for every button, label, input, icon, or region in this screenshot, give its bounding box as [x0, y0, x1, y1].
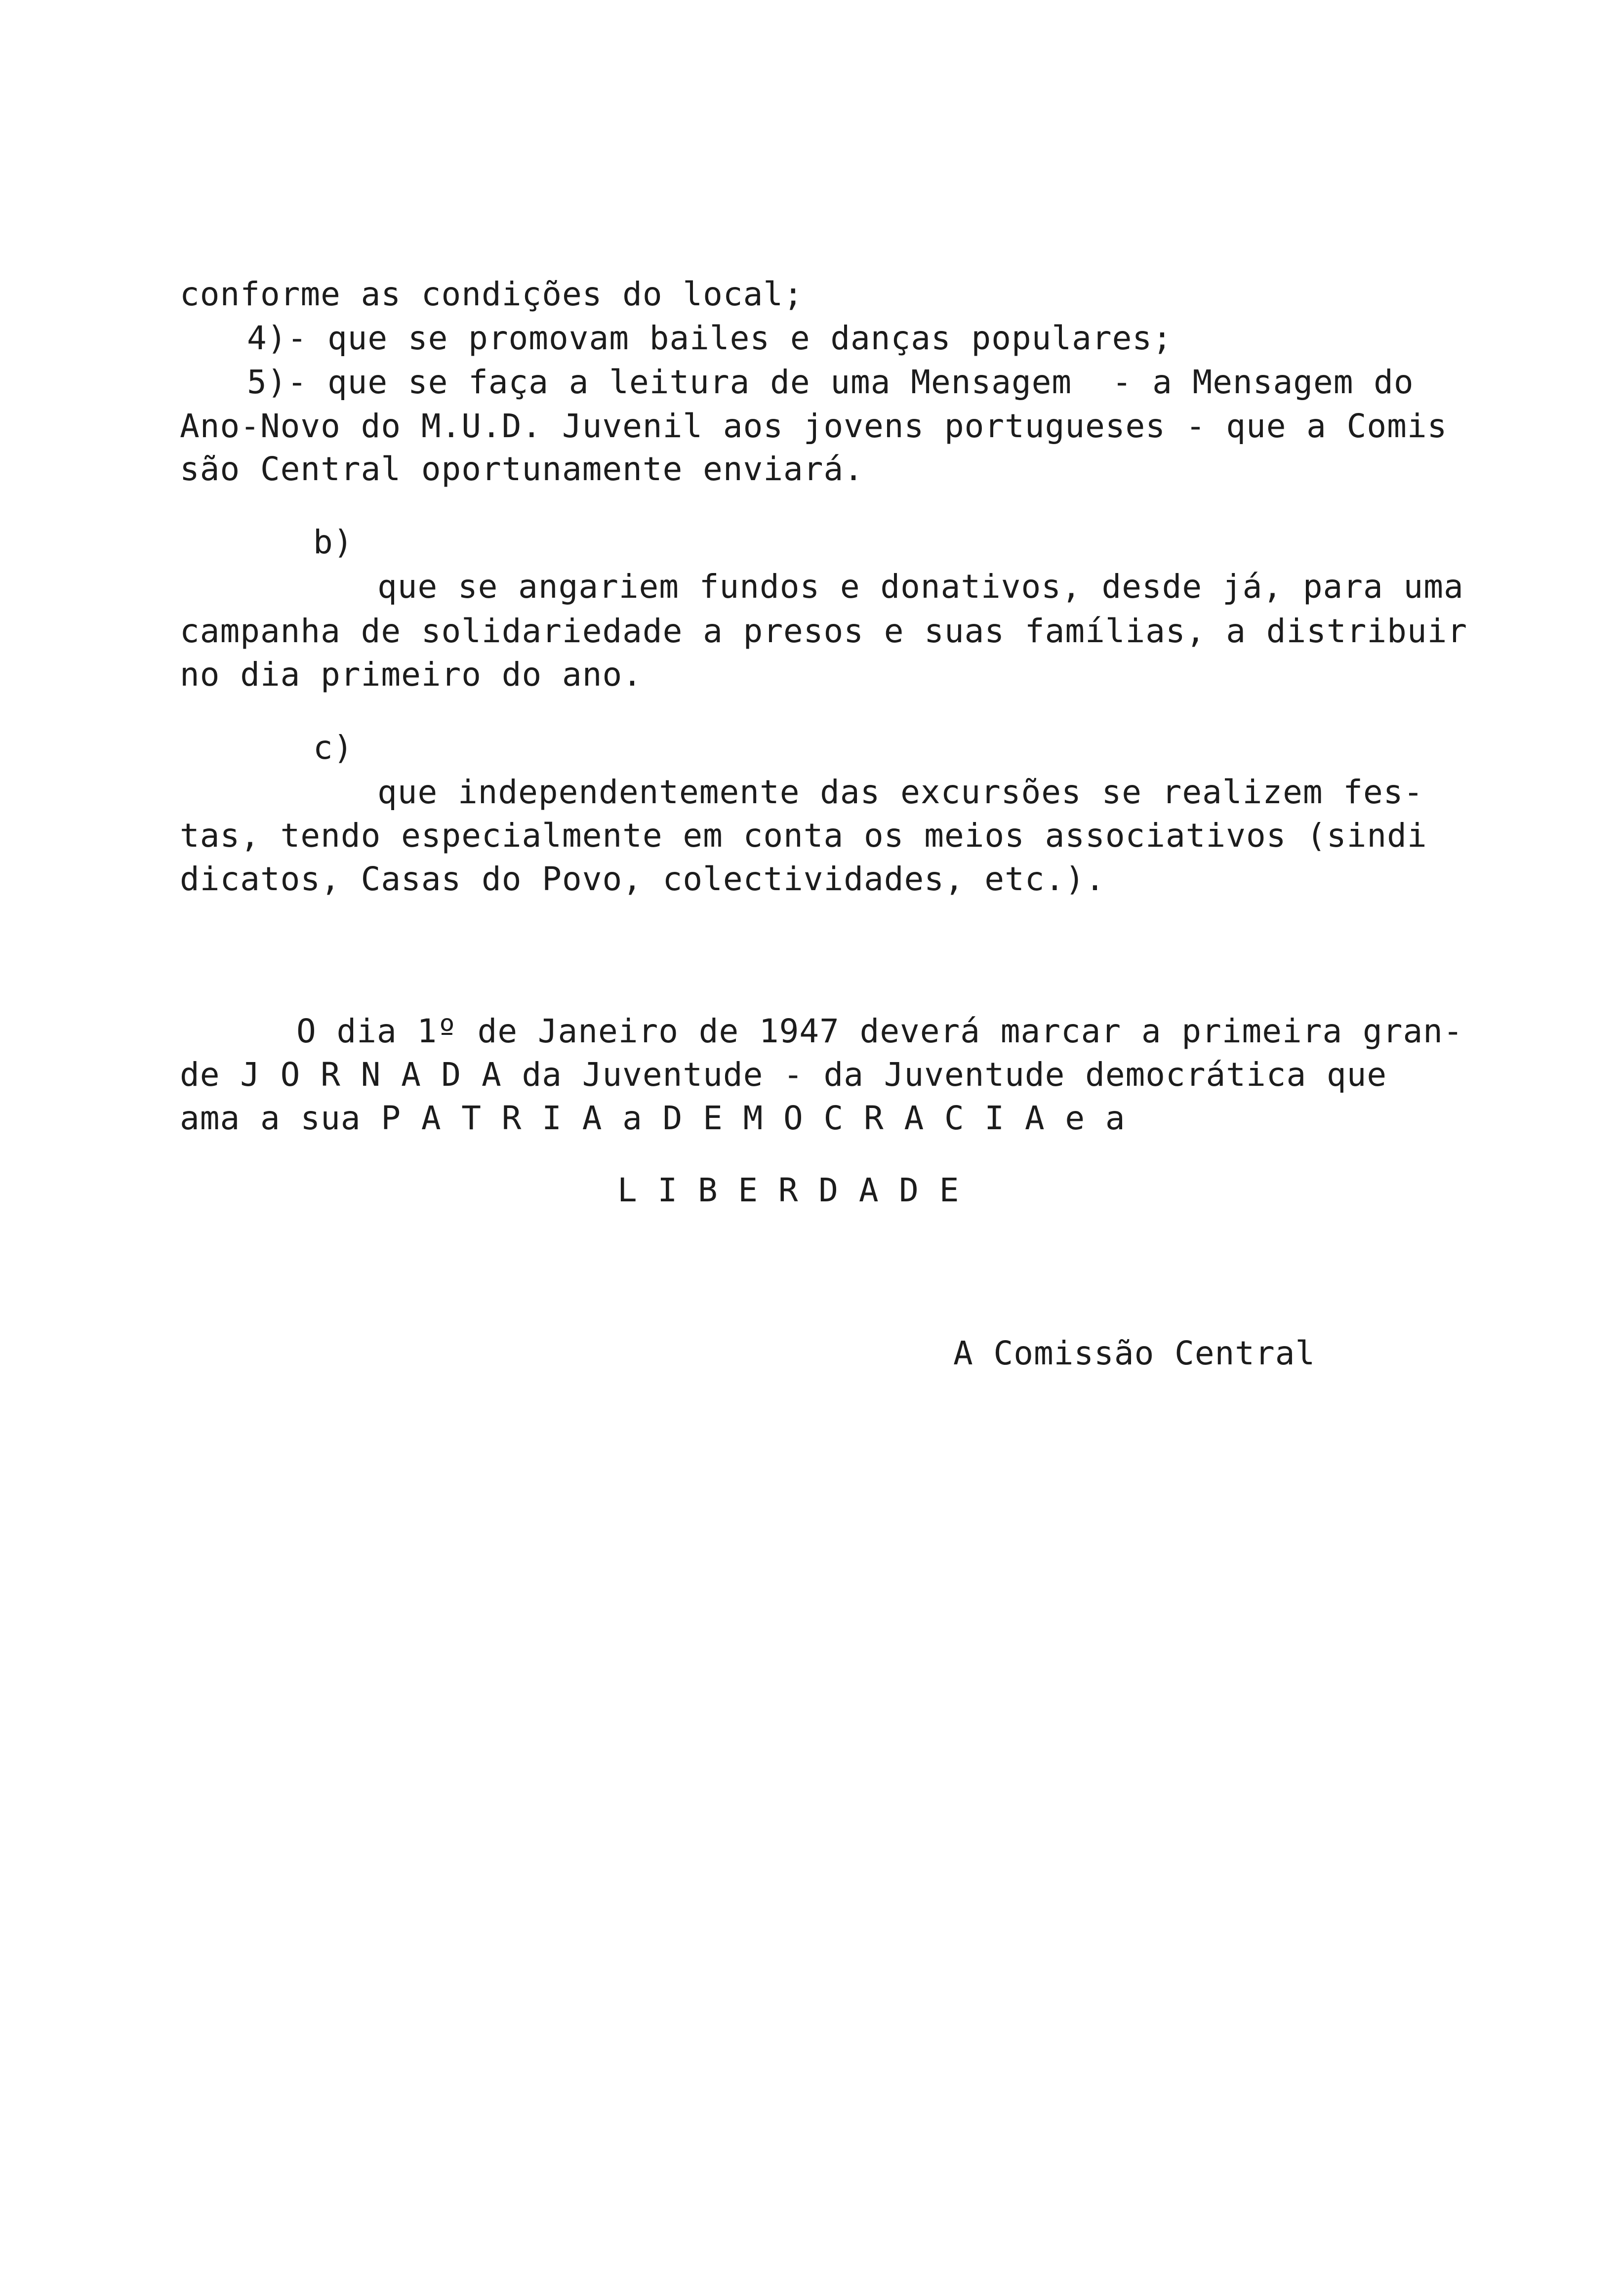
text-line-ano-novo: Ano-Novo do M.U.D. Juvenil aos jovens portugueses - que a Comis: [180, 407, 1448, 445]
text-line-item-4: 4)- que se promovam bailes e danças populares;: [247, 319, 1173, 357]
text-line-dia-primeiro: no dia primeiro do ano.: [180, 656, 643, 694]
text-line-dia-janeiro: O dia 1º de Janeiro de 1947 deverá marcar a primeira gran-: [296, 1012, 1463, 1050]
text-line-independentemente: que independentemente das excursões se realizem fes-: [377, 773, 1424, 811]
signature-comissao-central: A Comissão Central: [953, 1334, 1316, 1372]
text-line-jornada: de J O R N A D A da Juventude - da Juventude democrática que: [180, 1056, 1387, 1094]
text-line-conforme: conforme as condições do local;: [180, 275, 804, 313]
text-line-patria: ama a sua P A T R I A a D E M O C R A C I A e a: [180, 1099, 1126, 1137]
text-line-item-5: 5)- que se faça a leitura de uma Mensagem - a Mensagem do: [247, 363, 1414, 401]
text-line-liberdade: L I B E R D A D E: [617, 1171, 960, 1209]
text-line-dicatos: dicatos, Casas do Povo, colectividades, etc.).: [180, 860, 1105, 898]
text-line-campanha: campanha de solidariedade a presos e suas famílias, a distribuir: [180, 612, 1468, 650]
text-line-tas: tas, tendo especialmente em conta os meios associativos (sindi: [180, 817, 1427, 855]
text-line-fundos: que se angariem fundos e donativos, desde já, para uma: [377, 568, 1464, 606]
text-line-comissao: são Central oportunamente enviará.: [180, 450, 864, 488]
section-label-b: b): [313, 523, 354, 561]
section-label-c: c): [313, 729, 354, 767]
